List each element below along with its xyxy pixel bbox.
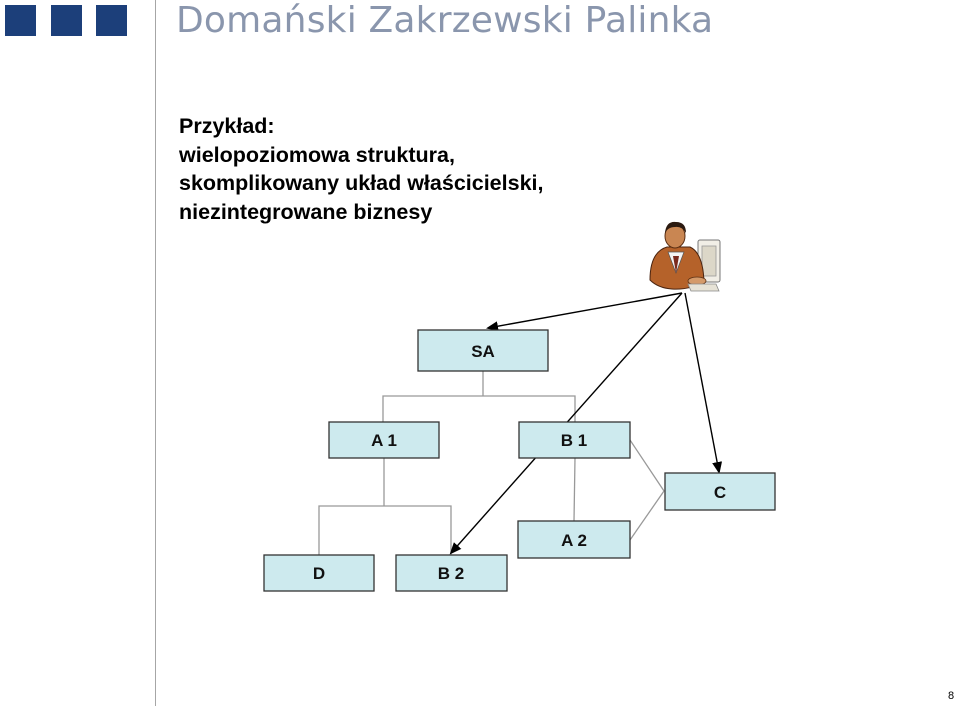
connector-sa-branches [383,396,575,422]
node-d [264,555,374,591]
node-d-label: D [312,564,326,583]
heading-line-4: niezintegrowane biznesy [179,200,433,225]
node-c [665,473,775,510]
node-a1-label: A 1 [371,431,397,450]
arrow-owner-to-sa [488,293,682,328]
node-b1 [519,422,630,458]
connector-b1-a2 [574,458,575,521]
connector-b1-c [630,440,664,491]
connector-a1-branches [319,506,451,555]
connector-a2-c [630,491,664,540]
node-a1 [329,422,439,458]
node-b2-label: B 2 [437,564,465,583]
businessman-at-computer-icon [650,222,720,291]
page-number: 8 [948,690,955,702]
node-c-label: C [713,483,727,502]
node-sa-label: SA [471,342,495,361]
node-a2 [518,521,630,558]
node-sa [418,330,548,371]
heading-line-3: skomplikowany układ właścicielski, [179,171,544,196]
node-b1-label: B 1 [560,431,588,450]
node-b2 [396,555,507,591]
heading-line-2: wielopoziomowa struktura, [179,142,455,167]
heading-line-1: Przykład: [179,114,275,138]
brand-title: Domański Zakrzewski Palinka [176,0,714,41]
arrow-owner-to-c [685,293,719,472]
node-a2-label: A 2 [561,531,587,550]
